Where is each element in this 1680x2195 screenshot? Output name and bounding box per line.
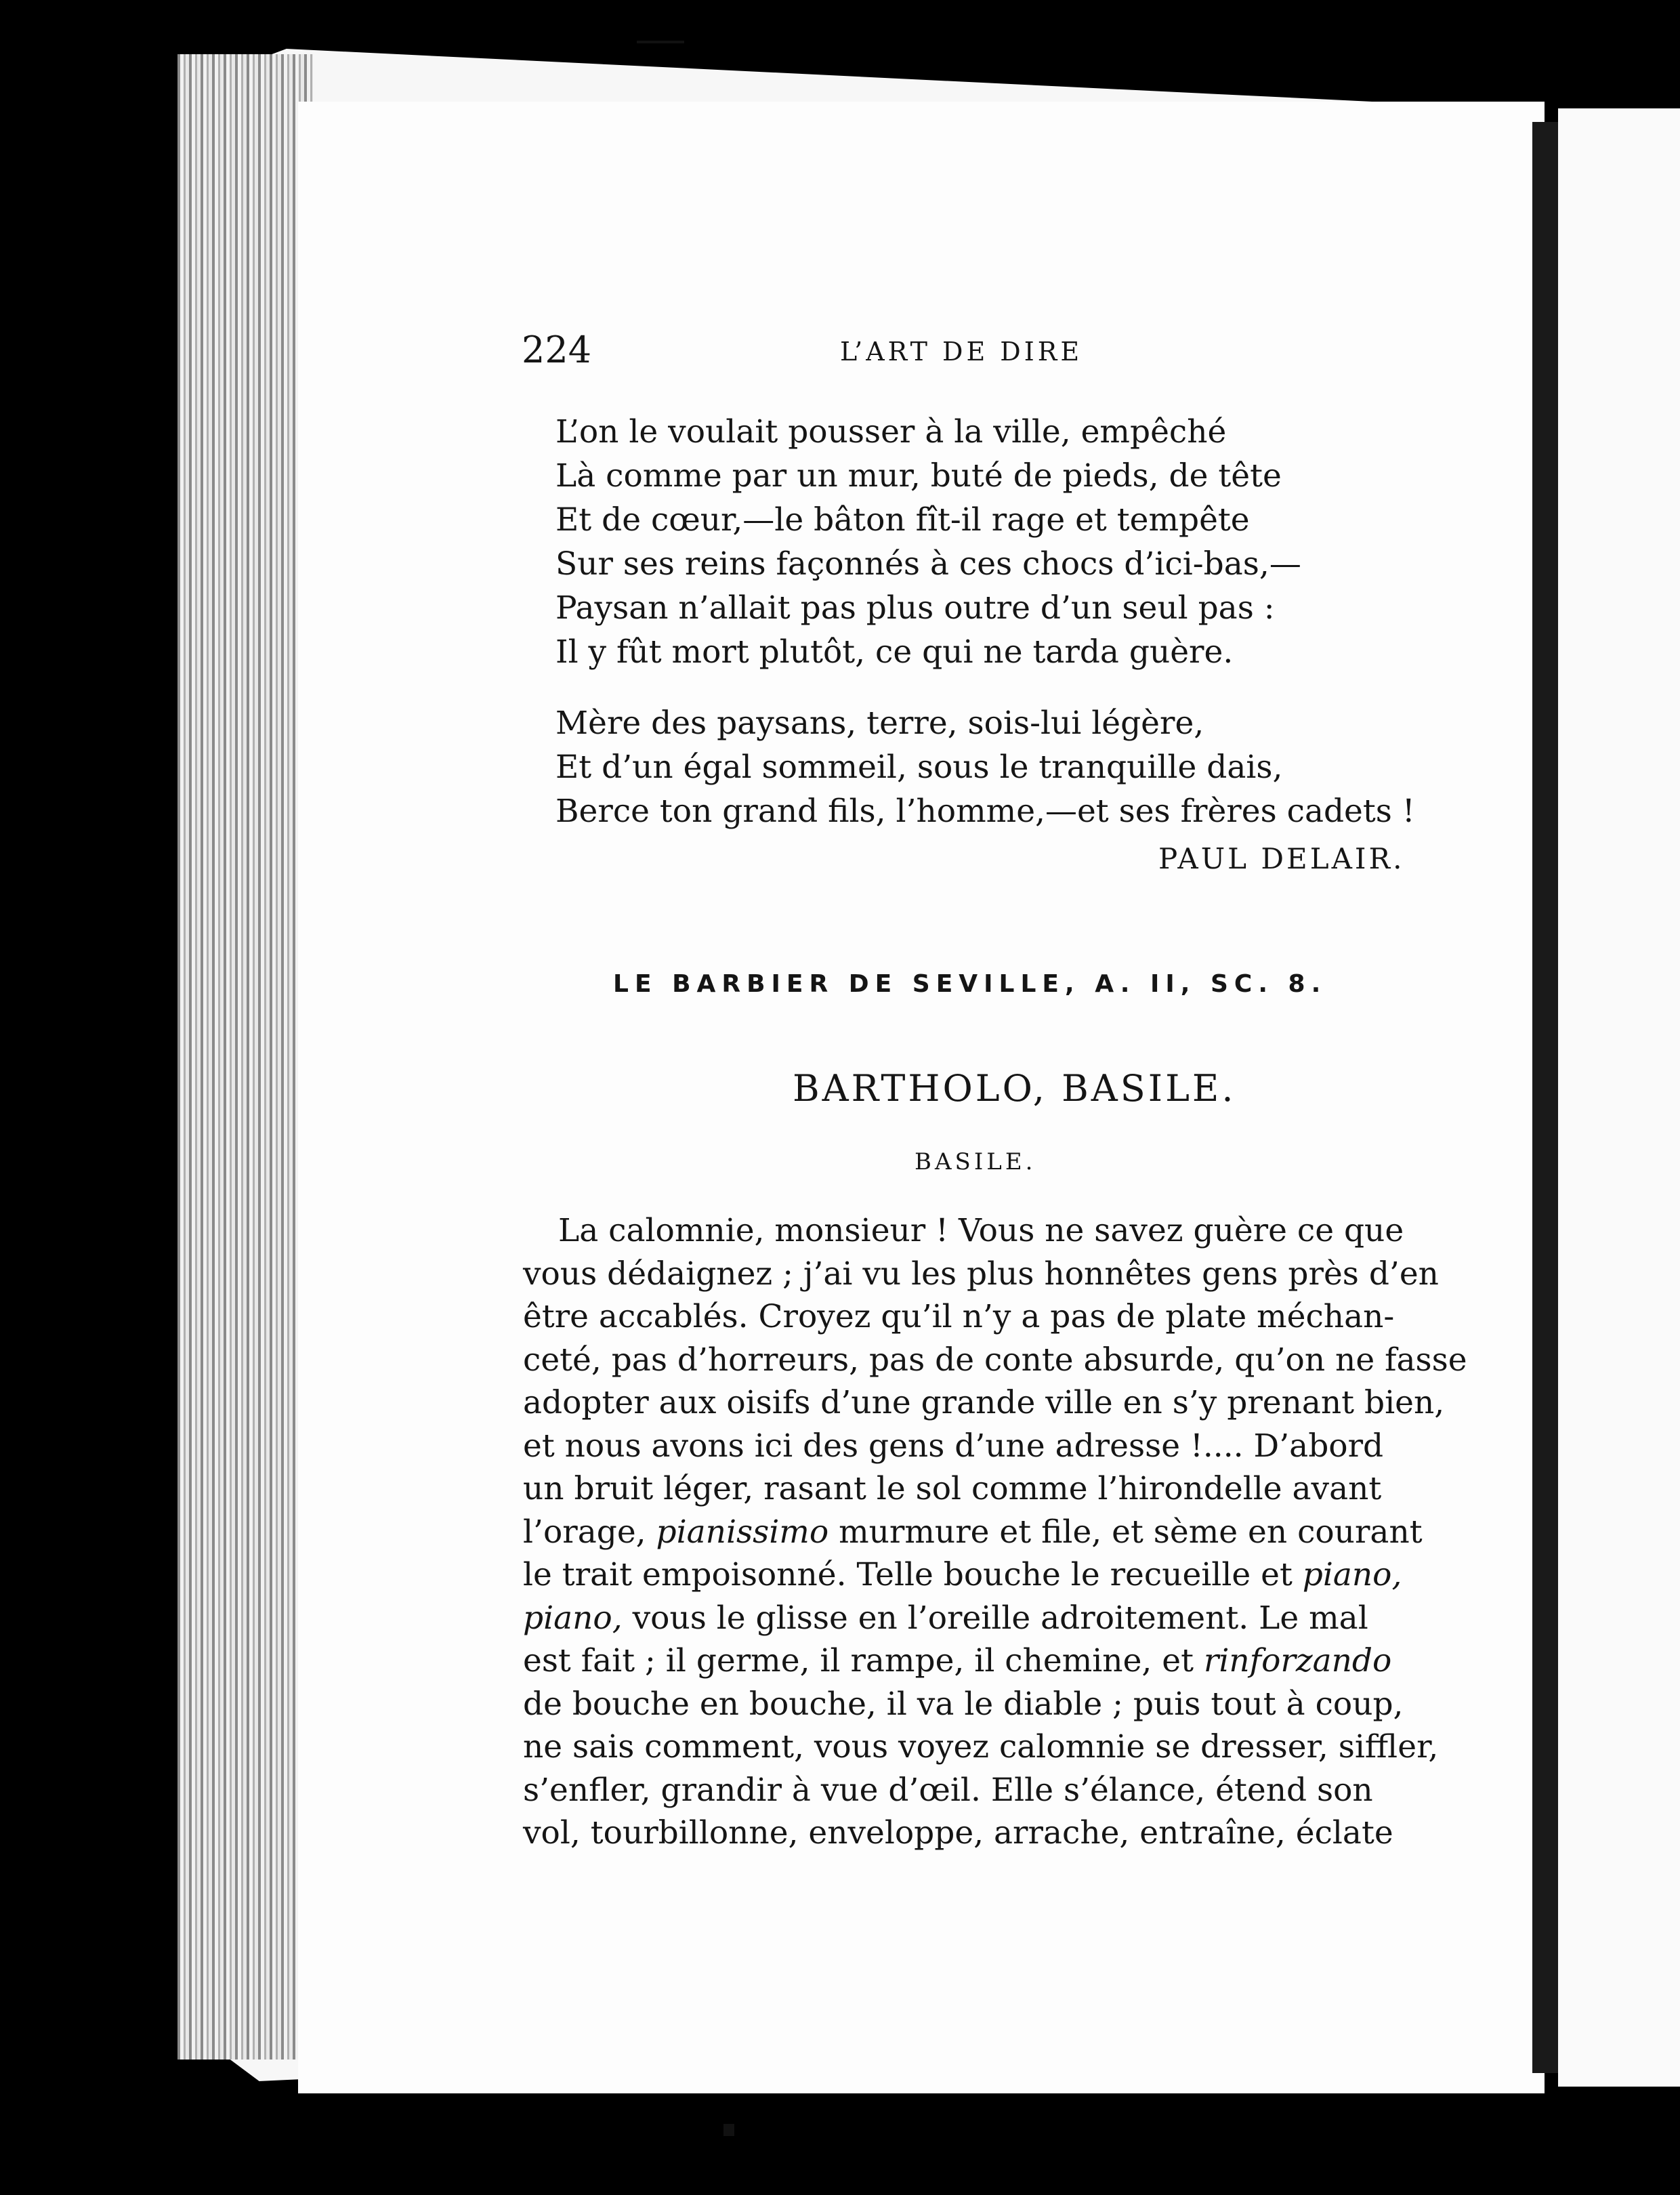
poem-author: PAUL DELAIR. xyxy=(1158,842,1405,875)
scene-characters: BARTHOLO, BASILE. xyxy=(793,1067,1236,1110)
prose-line: vous dédaignez ; j’ai vu les plus honnêtes gens près d’en xyxy=(523,1255,1439,1293)
poem-line: Sur ses reins façonnés à ces chocs d’ici-bas,— xyxy=(555,545,1301,583)
page-number: 224 xyxy=(522,329,592,371)
poem-line: Mère des paysans, terre, sois-lui légère, xyxy=(555,705,1204,742)
prose-line: La calomnie, monsieur ! Vous ne savez guère ce que xyxy=(558,1212,1404,1249)
prose-line: s’enfler, grandir à vue d’œil. Elle s’élance, étend son xyxy=(523,1771,1373,1809)
prose-line: ne sais comment, vous voyez calomnie se dresser, siffler, xyxy=(523,1728,1439,1765)
prose-line: et nous avons ici des gens d’une adresse !.... D’abord xyxy=(523,1427,1384,1465)
prose-text: est fait ; il germe, il rampe, il chemine, et xyxy=(523,1642,1204,1679)
italic-term: pianissimo xyxy=(656,1513,829,1551)
poem-line: Paysan n’allait pas plus outre d’un seul pas : xyxy=(555,589,1275,627)
stanza-break xyxy=(555,674,1415,701)
poem-line: Il y fût mort plutôt, ce qui ne tarda guère. xyxy=(555,633,1234,671)
poem-line: Berce ton grand fils, l’homme,—et ses frères cadets ! xyxy=(555,793,1415,830)
poem-line: Là comme par un mur, buté de pieds, de tête xyxy=(555,457,1282,495)
scan-mark-top xyxy=(637,41,684,43)
speech-paragraph xyxy=(523,1209,1467,1855)
prose-text: l’orage, xyxy=(523,1513,656,1551)
poem xyxy=(555,410,1415,833)
prose-line: un bruit léger, rasant le sol comme l’hirondelle avant xyxy=(523,1470,1382,1507)
scan-mark-bottom xyxy=(723,2124,734,2136)
prose-line: être accablés. Croyez qu’il n’y a pas de plate méchan- xyxy=(523,1298,1395,1335)
poem-line: Et de cœur,—le bâton fît-il rage et tempête xyxy=(555,501,1250,539)
poem-line: Et d’un égal sommeil, sous le tranquille dais, xyxy=(555,749,1283,786)
poem-line: L’on le voulait pousser à la ville, empêché xyxy=(555,413,1227,451)
prose-line: de bouche en bouche, il va le diable ; puis tout à coup, xyxy=(523,1685,1404,1723)
prose-line: adopter aux oisifs d’une grande ville en s’y prenant bien, xyxy=(523,1384,1445,1421)
scene-heading: LE BARBIER DE SEVILLE, A. II, SC. 8. xyxy=(613,970,1327,998)
speaker-name: BASILE. xyxy=(915,1148,1036,1175)
italic-term: rinforzando xyxy=(1203,1642,1392,1679)
prose-line xyxy=(523,1597,1424,1640)
italic-term: piano, xyxy=(523,1599,623,1637)
italic-term: piano, xyxy=(1302,1556,1402,1593)
prose-line: ceté, pas d’horreurs, pas de conte absurde, qu’on ne fasse xyxy=(523,1341,1467,1379)
prose-line: vol, tourbillonne, enveloppe, arrache, entraîne, éclate xyxy=(523,1814,1393,1852)
book-title: L’ART DE DIRE xyxy=(840,337,1083,367)
prose-text: le trait empoisonné. Telle bouche le recueille et xyxy=(523,1556,1303,1593)
book-gutter xyxy=(1532,122,1558,2073)
prose-text: murmure et file, et sème en courant xyxy=(828,1513,1423,1551)
prose-line xyxy=(523,1553,1424,1597)
page-edges xyxy=(177,54,313,2060)
facing-page-edge xyxy=(1558,108,1680,2087)
running-head xyxy=(522,329,1416,376)
prose-text: vous le glisse en l’oreille adroitement. Le mal xyxy=(622,1599,1368,1637)
prose-line xyxy=(523,1511,1424,1554)
prose-line xyxy=(523,1639,1424,1683)
